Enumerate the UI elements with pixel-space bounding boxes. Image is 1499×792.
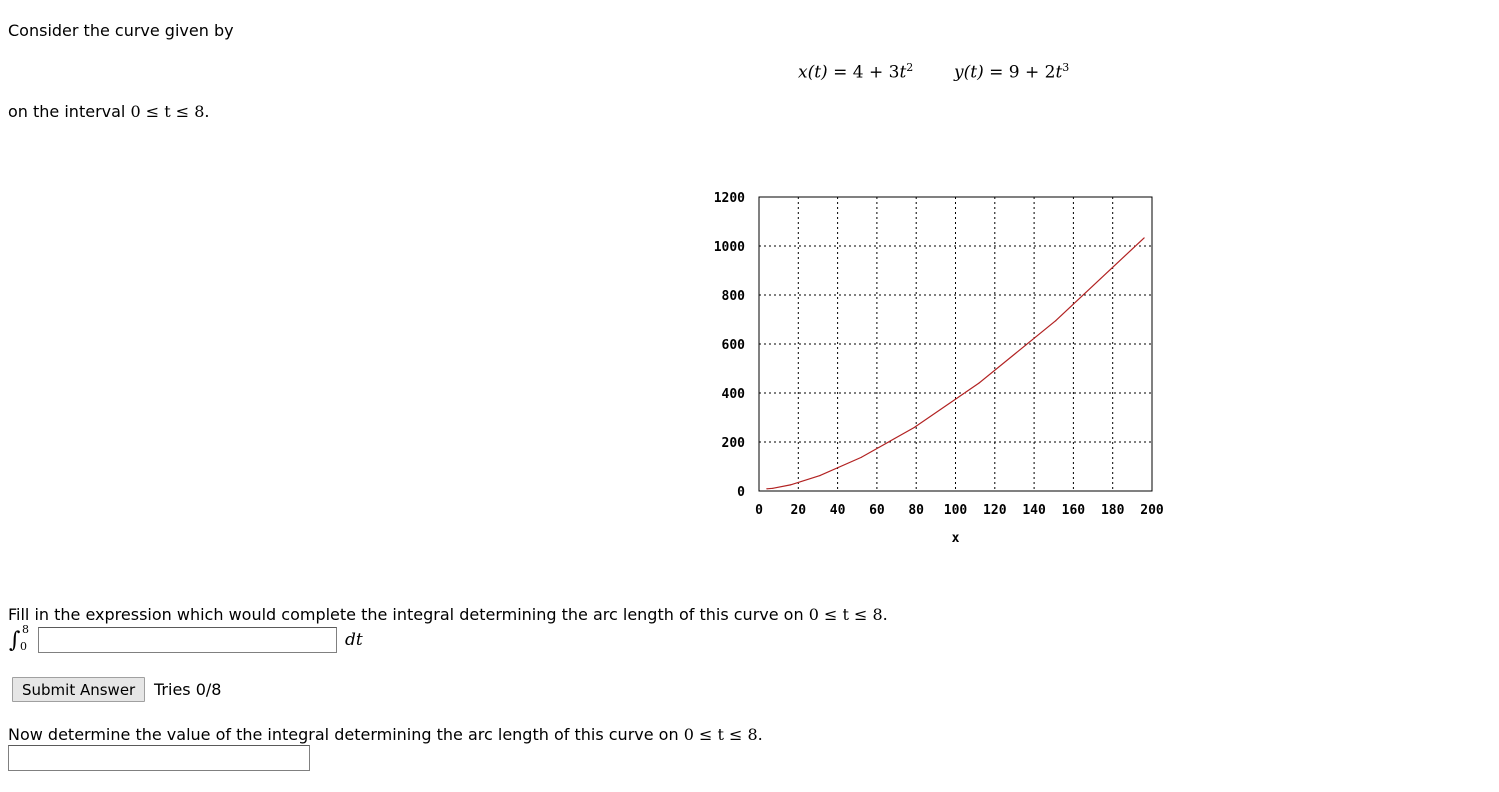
x-eq-var: t [899,62,907,83]
part2-prompt-text: Now determine the value of the integral determining the arc length of this curve on [8,725,679,744]
y-tick-label: 1200 [713,191,745,206]
differential-label: dt [345,630,363,650]
y-eq-lhs: y(t) [954,62,984,83]
part1-prompt [8,605,888,624]
y-tick-label: 800 [721,289,745,304]
y-tick-label: 0 [737,485,745,500]
x-tick-label: 200 [1140,503,1164,518]
curve-data-point [772,488,773,489]
x-tick-label: 60 [869,503,885,518]
integrand-input[interactable] [38,627,337,653]
x-eq-rhs: = 4 + 3 [833,62,900,83]
part1-prompt-text: Fill in the expression which would complete the integral determining the arc length of this curve on [8,605,804,624]
curve-data-point [1144,237,1145,238]
interval-prefix: on the interval [8,102,126,121]
arc-length-value-input[interactable] [8,745,310,771]
x-tick-label: 160 [1061,503,1086,518]
y-tick-label: 400 [721,387,745,402]
x-eq-exp: 2 [906,61,914,74]
part2-prompt [8,725,763,744]
curve-data-point [914,427,915,428]
intro-text: Consider the curve given by [8,21,234,40]
y-tick-label: 1000 [713,240,745,255]
x-tick-label: 140 [1022,503,1046,518]
x-tick-label: 40 [829,503,846,518]
x-tick-label: 100 [943,503,968,518]
x-tick-label: 20 [790,503,807,518]
y-eq-exp: 3 [1062,61,1070,74]
integral-symbol [9,623,37,656]
curve-data-point [766,488,767,489]
integral-upper-limit: 8 [22,623,29,636]
interval-math: 0 ≤ t ≤ 8. [130,102,210,121]
curve-data-point [1055,320,1056,321]
curve-data-point [978,382,979,383]
y-tick-label: 200 [721,436,745,451]
x-tick-label: 0 [755,503,763,518]
x-eq-lhs: x(t) [798,62,828,83]
part2-interval: 0 ≤ t ≤ 8. [683,725,763,744]
y-eq-var: t [1055,62,1063,83]
part1-interval: 0 ≤ t ≤ 8. [808,605,888,624]
curve-data-point [790,484,791,485]
x-tick-label: 120 [983,503,1007,518]
y-eq-rhs: = 9 + 2 [989,62,1056,83]
integral-lower-limit: 0 [20,640,27,653]
x-tick-label: 180 [1100,503,1125,518]
x-axis-label: x [951,531,960,546]
submit-answer-button[interactable]: Submit Answer [12,677,145,702]
curve-data-point [819,475,820,476]
integral-sign: ∫ [9,628,21,653]
curve-data-point [861,457,862,458]
x-tick-label: 80 [908,503,925,518]
tries-counter: Tries 0/8 [154,680,222,699]
y-tick-label: 600 [721,338,745,353]
